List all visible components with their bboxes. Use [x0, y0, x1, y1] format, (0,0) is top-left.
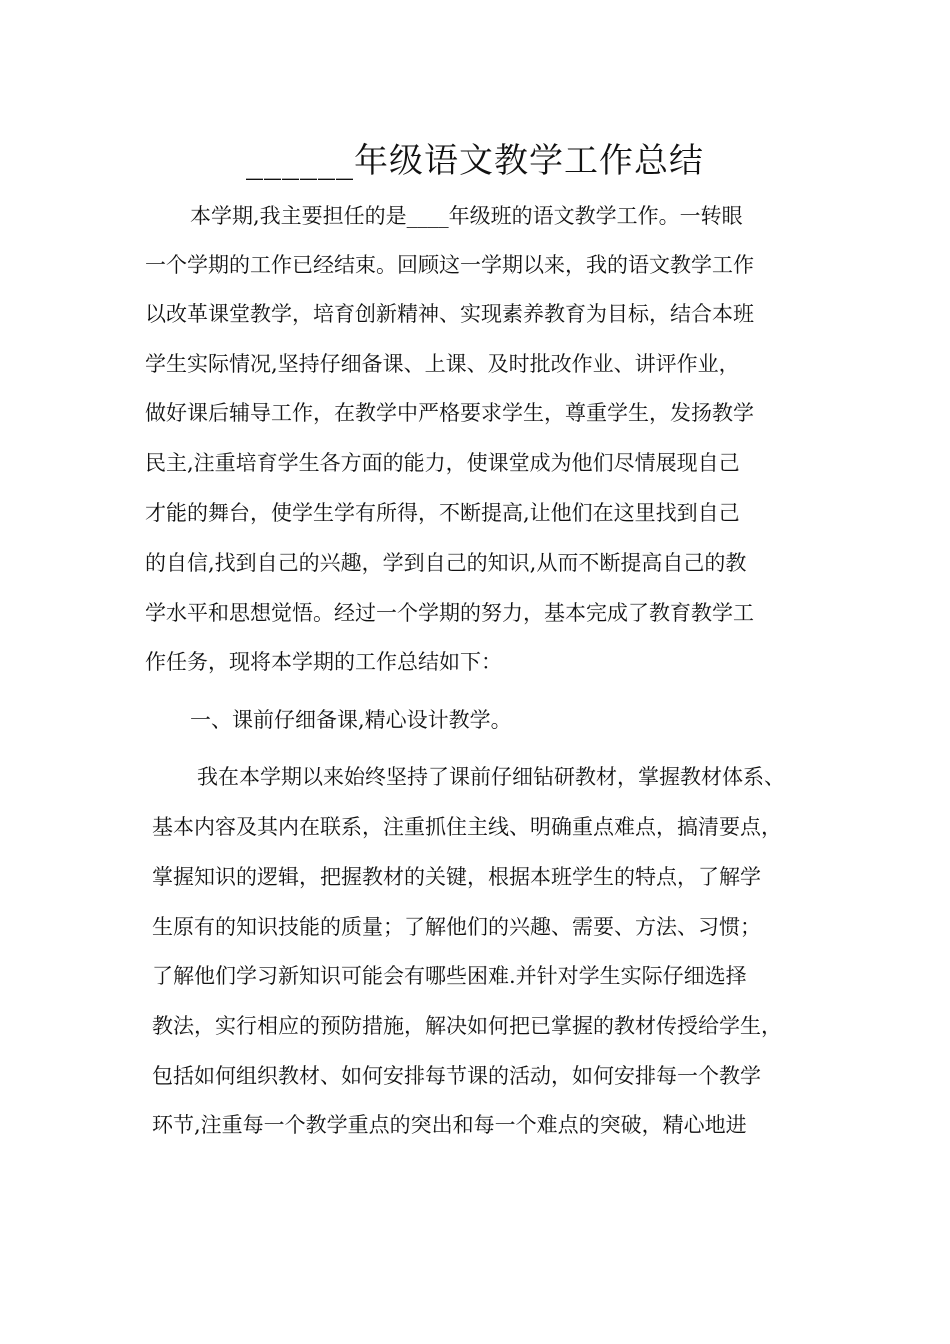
paragraph-line: 做好课后辅导工作，在教学中严格要求学生，尊重学生，发扬教学	[145, 401, 754, 425]
paragraph-line: 环节,注重每一个教学重点的突出和每一个难点的突破，精心地进	[152, 1113, 747, 1137]
paragraph-line: 生原有的知识技能的质量；了解他们的兴趣、需要、方法、习惯；	[152, 915, 761, 939]
paragraph-line: 包括如何组织教材、如何安排每节课的活动，如何安排每一个教学	[152, 1064, 761, 1088]
paragraph-line: 民主,注重培育学生各方面的能力，使课堂成为他们尽情展现自己	[145, 451, 740, 475]
section-heading: 一、课前仔细备课,精心设计教学。	[190, 708, 512, 732]
paragraph-line: 了解他们学习新知识可能会有哪些困难.并针对学生实际仔细选择	[152, 964, 747, 988]
paragraph-line: 学水平和思想觉悟。经过一个学期的努力，基本完成了教育教学工	[145, 601, 754, 625]
document-title: ______年级语文教学工作总结	[246, 141, 704, 181]
paragraph-line: 本学期,我主要担任的是____年级班的语文教学工作。一转眼	[190, 204, 743, 228]
paragraph-line: 我在本学期以来始终坚持了课前仔细钻研教材，掌握教材体系、	[197, 765, 785, 789]
paragraph-line: 一个学期的工作已经结束。回顾这一学期以来，我的语文教学工作	[145, 253, 754, 277]
paragraph-line: 基本内容及其内在联系，注重抓住主线、明确重点难点，搞清要点，	[152, 815, 782, 839]
paragraph-line: 教法，实行相应的预防措施，解决如何把已掌握的教材传授给学生，	[152, 1014, 782, 1038]
paragraph-line: 才能的舞台，使学生学有所得，不断提高,让他们在这里找到自己	[145, 501, 740, 525]
paragraph-line: 学生实际情况,坚持仔细备课、上课、及时批改作业、讲评作业，	[145, 352, 740, 376]
paragraph-line: 的自信,找到自己的兴趣，学到自己的知识,从而不断提高自己的教	[145, 551, 747, 575]
paragraph-line: 掌握知识的逻辑，把握教材的关键，根据本班学生的特点，了解学	[152, 865, 761, 889]
paragraph-line: 以改革课堂教学，培育创新精神、实现素养教育为目标，结合本班	[145, 302, 754, 326]
paragraph-line: 作任务，现将本学期的工作总结如下：	[145, 650, 502, 674]
